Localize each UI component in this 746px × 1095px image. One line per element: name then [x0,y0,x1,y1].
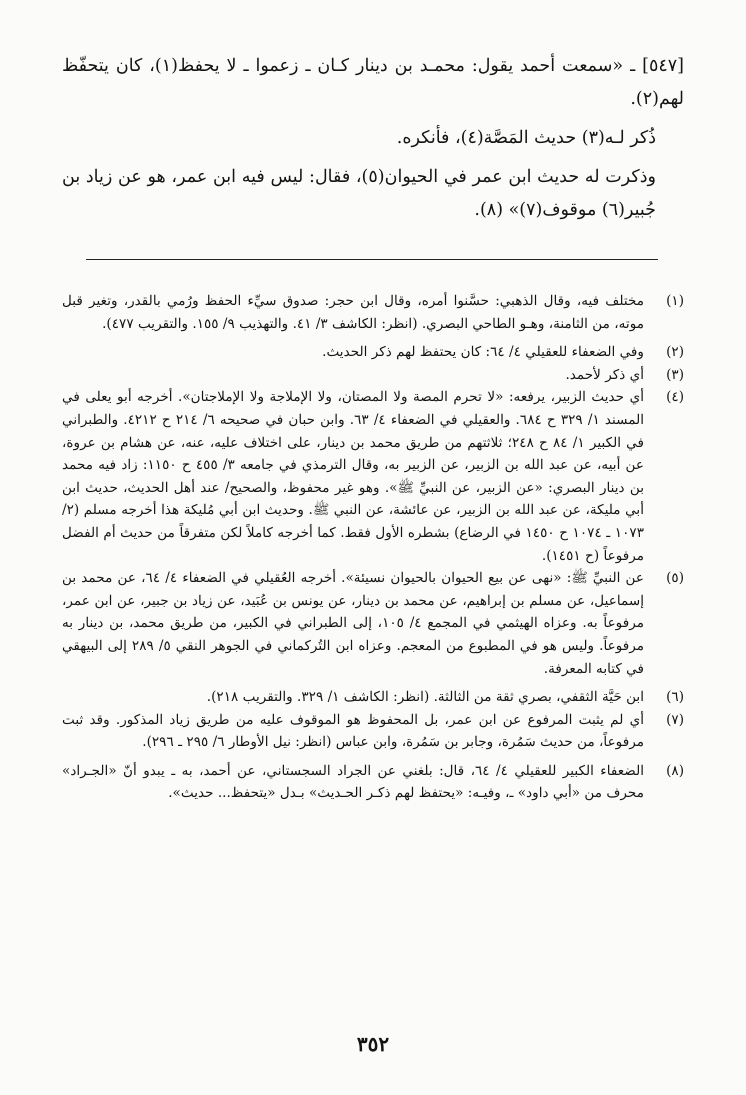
footnote-number: (٨) [666,762,684,779]
footnote-text: أي لم يثبت المرفوع عن ابن عمر، بل المحفوظ هو الموقوف عليه من طريق زياد المذكور. وقد ثبت مرفوعاً، من حديث سَمُرة، وجابر بن سَمُرة، وابن عباس (انظر: نيل الأوطار ٦/ ٢٩٥ ـ ٢٩٦). [62,711,644,751]
footnote-number: (٧) [666,711,684,728]
footnote-number: (٢) [666,344,684,361]
footnote-number: (١) [666,293,684,309]
main-text [62,50,684,227]
footnote [62,386,684,567]
footnote [62,290,684,335]
footnote-text: عن النبيِّ ﷺ: «نهى عن بيع الحيوان بالحيوان نسيئة». أخرجه العُقيلي في الضعفاء ٤/ ٦٤، عن محمد بن إسماعيل، عن مسلم بن إبراهيم، عن محمد بن دينار، عن يونس بن عُبَيد، عن زياد بن جبير، عن ابن عمر، مرفوعاً به. وعزاه الهيثمي في المجمع ٤/ ١٠٥، إلى الطبراني في الكبير، من طريق محمد، بن دينار به مرفوعاً. وليس هو في المطبوع من المعجم. وعزاه ابن التُركماني في الجوهر النقي ٥/ ٢٨٩ إلى البيهقي في كتابه المعرفة. [62,570,645,677]
footnote-text: وفي الضعفاء للعقيلي ٤/ ٦٤: كان يحتفظ لهم ذكر الحديث. [322,344,644,361]
page-number: ٣٥٢ [356,1032,390,1056]
footnote-text: مختلف فيه، وقال الذهبي: حسَّنوا أمره، وقال ابن حجر: صدوق سيِّء الحفظ ورُمي بالقدر، وتغير قبل موته، من الثامنة، وهـو الطاحي البصري. (انظر: الكاشف ٣/ ٤١. والتهذيب ٩/ ١٥٥. والتقريب ٤٧٧). [62,293,644,332]
entry-paragraph: ذُكر لـه(٣) حديث المَصَّة(٤)، فأنكره. [396,128,656,148]
footnote [62,567,684,680]
footnote-text: أي ذكر لأحمد. [565,366,644,383]
footnote-number: (٦) [666,689,684,706]
footnote-text: أي حديث الزبير، يرفعه: «لا تحرم المصة ولا المصتان، ولا الإملاجة ولا الإملاجتان». أخرجه أبو يعلى في المسند ١/ ٣٢٩ ح ٦٨٤. والعقيلي في الضعفاء ٤/ ٦٣. وابن حبان في صحيحه ٦/ ٢١٤ ح ٤٢١٢. والطبراني في الكبير ١/ ٨٤ ح ٢٤٨؛ ثلاثتهم من طريق محمد بن دينار، على اختلاف عليه، عنه، عن هشام بن عروة، عن أبيه، عن عبد الله بن الزبير، عن الزبير به، وقال الترمذي في جامعه ٣/ ٤٥٥ ح ١١٥٠: زاد فيه محمد بن دينار البصري: «عن الزبير، عن النبيِّ ﷺ». وهو غير محفوظ، والصحيح/ عند أهل الحديث، حديث ابن أبي مليكة، عن عبد الله بن الزبير، عن عائشة، عن النبي ﷺ. وحديث ابن أبي مُليكة هذا أخرجه مسلم (٢/ ١٠٧٣ ـ ١٠٧٤ ح ١٤٥٠ في الرضاع) بشطره الأول فقط. كما أخرجه كاملاً لكن متفرقاً من حديث أم الفضل مرفوعاً (ح ١٤٥١). [62,389,645,564]
footnote-number: (٥) [666,570,684,587]
entry-paragraph: [٥٤٧] ـ «سمعت أحمد يقول: محمـد بن دينار كـان ـ زعموا ـ لا يحفظ(١)، كان يتحفّظ لهم(٢). [62,56,684,109]
footnotes [62,290,684,805]
footnote-text: الضعفاء الكبير للعقيلي ٤/ ٦٤، قال: بلغني عن الجراد السجستاني، عن أحمد، به ـ يبدو أنّ «الجـراد» محرف من «أبي داود» ـ، وفيـه: «يحتفظ لهم ذكـر الحـديث» بـدل «يتحفظ... حديث». [62,762,644,802]
footnote-separator [86,259,658,260]
footnote [62,341,684,364]
footnote [62,760,684,805]
footnote-text: ابن حَيَّة الثقفي، بصري ثقة من الثالثة. (انظر: الكاشف ١/ ٣٢٩. والتقريب ٢١٨). [206,689,644,706]
footnote-number: (٣) [666,366,684,383]
footnote [62,364,684,387]
footnote [62,709,684,754]
footnote [62,686,684,709]
entry-paragraph: وذكرت له حديث ابن عمر في الحيوان(٥)، فقال: ليس فيه ابن عمر، هو عن زياد بن جُبير(٦) موقوف(٧)» (٨). [62,167,656,220]
footnote-number: (٤) [666,389,684,406]
